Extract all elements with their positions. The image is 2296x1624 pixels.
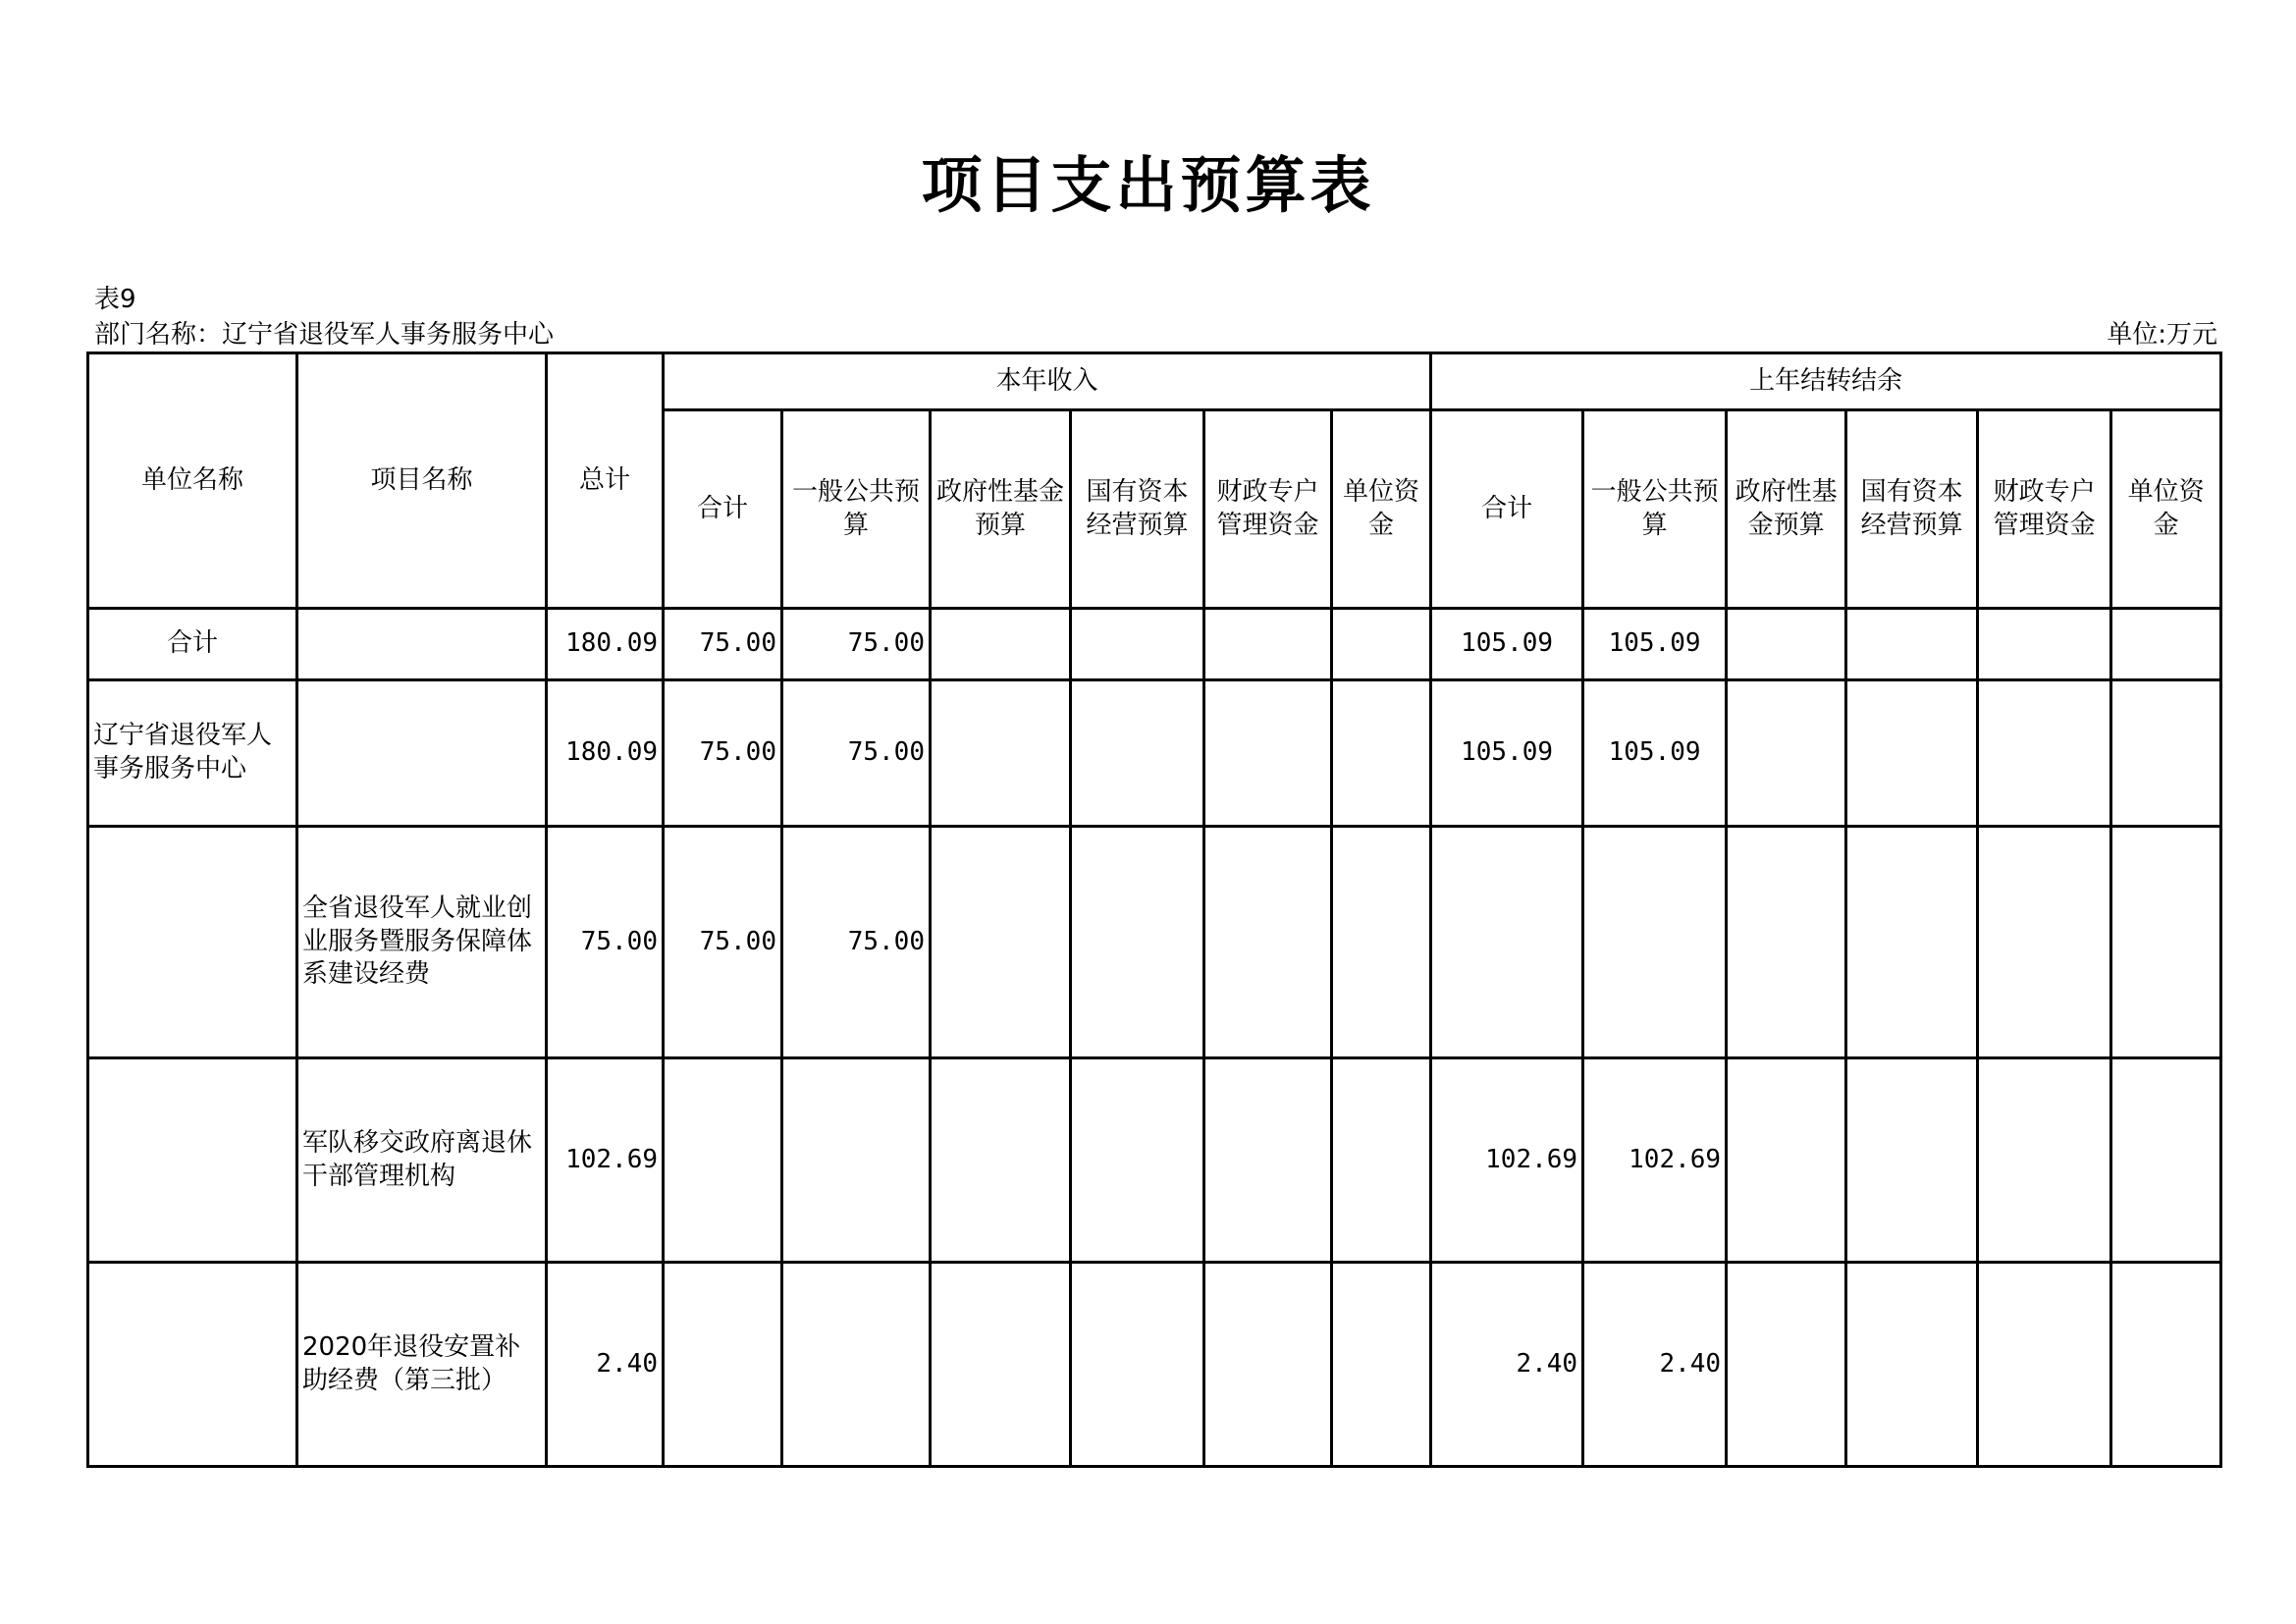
cell-unit [88, 827, 297, 1058]
cell-cur-unit [1332, 827, 1431, 1058]
cell-pri-state [1846, 680, 1978, 827]
header-cur-fund: 政府性基金预算 [931, 410, 1071, 609]
cell-pri-fund [1727, 680, 1846, 827]
cell-pri-general: 105.09 [1583, 609, 1727, 680]
header-cur-unit: 单位资金 [1332, 410, 1431, 609]
cell-pri-state [1846, 827, 1978, 1058]
header-cur-total: 合计 [664, 410, 782, 609]
budget-table [86, 352, 2222, 1468]
header-pri-special: 财政专户管理资金 [1978, 410, 2111, 609]
cell-pri-total: 105.09 [1431, 609, 1583, 680]
cell-pri-unit [2111, 1263, 2221, 1467]
cell-cur-unit [1332, 680, 1431, 827]
header-pri-general: 一般公共预算 [1583, 410, 1727, 609]
cell-pri-unit [2111, 609, 2221, 680]
cell-project: 全省退役军人就业创业服务暨服务保障体系建设经费 [297, 827, 547, 1058]
cell-cur-general [782, 1058, 931, 1263]
header-pri-total: 合计 [1431, 410, 1583, 609]
cell-project [297, 609, 547, 680]
cell-cur-total [664, 1058, 782, 1263]
cell-cur-fund [931, 1263, 1071, 1467]
header-prior-year: 上年结转结余 [1431, 353, 2221, 410]
cell-total: 180.09 [547, 680, 664, 827]
cell-pri-general: 2.40 [1583, 1263, 1727, 1467]
header-cur-general: 一般公共预算 [782, 410, 931, 609]
header-cur-state: 国有资本经营预算 [1071, 410, 1204, 609]
cell-cur-special [1204, 1058, 1332, 1263]
cell-total: 75.00 [547, 827, 664, 1058]
cell-pri-state [1846, 609, 1978, 680]
cell-unit: 合计 [88, 609, 297, 680]
cell-pri-general: 102.69 [1583, 1058, 1727, 1263]
unit-label: 单位:万元 [2107, 320, 2217, 350]
table-number: 表9 [94, 285, 136, 314]
cell-pri-unit [2111, 827, 2221, 1058]
cell-pri-unit [2111, 1058, 2221, 1263]
header-cur-special: 财政专户管理资金 [1204, 410, 1332, 609]
cell-project: 军队移交政府离退休干部管理机构 [297, 1058, 547, 1263]
cell-pri-total [1431, 827, 1583, 1058]
cell-pri-special [1978, 1263, 2111, 1467]
cell-cur-state [1071, 680, 1204, 827]
table-row-project [88, 1058, 2221, 1263]
header-project-name: 项目名称 [297, 353, 547, 609]
cell-pri-fund [1727, 1058, 1846, 1263]
cell-cur-unit [1332, 1263, 1431, 1467]
cell-cur-general [782, 1263, 931, 1467]
cell-cur-state [1071, 1058, 1204, 1263]
cell-cur-fund [931, 1058, 1071, 1263]
header-row-top [88, 353, 2221, 410]
cell-project: 2020年退役安置补助经费（第三批） [297, 1263, 547, 1467]
cell-project [297, 680, 547, 827]
cell-pri-total: 102.69 [1431, 1058, 1583, 1263]
cell-pri-total: 105.09 [1431, 680, 1583, 827]
cell-cur-general: 75.00 [782, 609, 931, 680]
cell-pri-fund [1727, 827, 1846, 1058]
cell-pri-general [1583, 827, 1727, 1058]
cell-cur-special [1204, 680, 1332, 827]
cell-total: 180.09 [547, 609, 664, 680]
cell-cur-fund [931, 609, 1071, 680]
cell-cur-special [1204, 827, 1332, 1058]
cell-total: 102.69 [547, 1058, 664, 1263]
cell-cur-total [664, 1263, 782, 1467]
cell-total: 2.40 [547, 1263, 664, 1467]
cell-unit [88, 1058, 297, 1263]
cell-cur-special [1204, 1263, 1332, 1467]
cell-pri-special [1978, 609, 2111, 680]
cell-cur-special [1204, 609, 1332, 680]
page-title: 项目支出预算表 [921, 149, 1375, 221]
header-unit-name: 单位名称 [88, 353, 297, 609]
header-current-year: 本年收入 [664, 353, 1431, 410]
cell-pri-fund [1727, 609, 1846, 680]
cell-pri-special [1978, 1058, 2111, 1263]
cell-pri-special [1978, 827, 2111, 1058]
cell-cur-total: 75.00 [664, 680, 782, 827]
header-pri-fund: 政府性基金预算 [1727, 410, 1846, 609]
table-row-total [88, 609, 2221, 680]
cell-unit: 辽宁省退役军人事务服务中心 [88, 680, 297, 827]
cell-cur-state [1071, 827, 1204, 1058]
cell-cur-state [1071, 1263, 1204, 1467]
header-pri-unit: 单位资金 [2111, 410, 2221, 609]
department-name: 部门名称：辽宁省退役军人事务服务中心 [94, 320, 555, 350]
cell-pri-general: 105.09 [1583, 680, 1727, 827]
table-row-project [88, 827, 2221, 1058]
cell-pri-state [1846, 1058, 1978, 1263]
cell-pri-state [1846, 1263, 1978, 1467]
header-pri-state: 国有资本经营预算 [1846, 410, 1978, 609]
cell-pri-total: 2.40 [1431, 1263, 1583, 1467]
table-row-unit [88, 680, 2221, 827]
cell-cur-fund [931, 827, 1071, 1058]
cell-pri-unit [2111, 680, 2221, 827]
cell-cur-fund [931, 680, 1071, 827]
cell-cur-general: 75.00 [782, 680, 931, 827]
cell-cur-total: 75.00 [664, 827, 782, 1058]
cell-cur-total: 75.00 [664, 609, 782, 680]
cell-cur-state [1071, 609, 1204, 680]
cell-cur-unit [1332, 1058, 1431, 1263]
table-row-project [88, 1263, 2221, 1467]
cell-pri-fund [1727, 1263, 1846, 1467]
cell-cur-general: 75.00 [782, 827, 931, 1058]
header-total: 总计 [547, 353, 664, 609]
cell-unit [88, 1263, 297, 1467]
cell-cur-unit [1332, 609, 1431, 680]
cell-pri-special [1978, 680, 2111, 827]
